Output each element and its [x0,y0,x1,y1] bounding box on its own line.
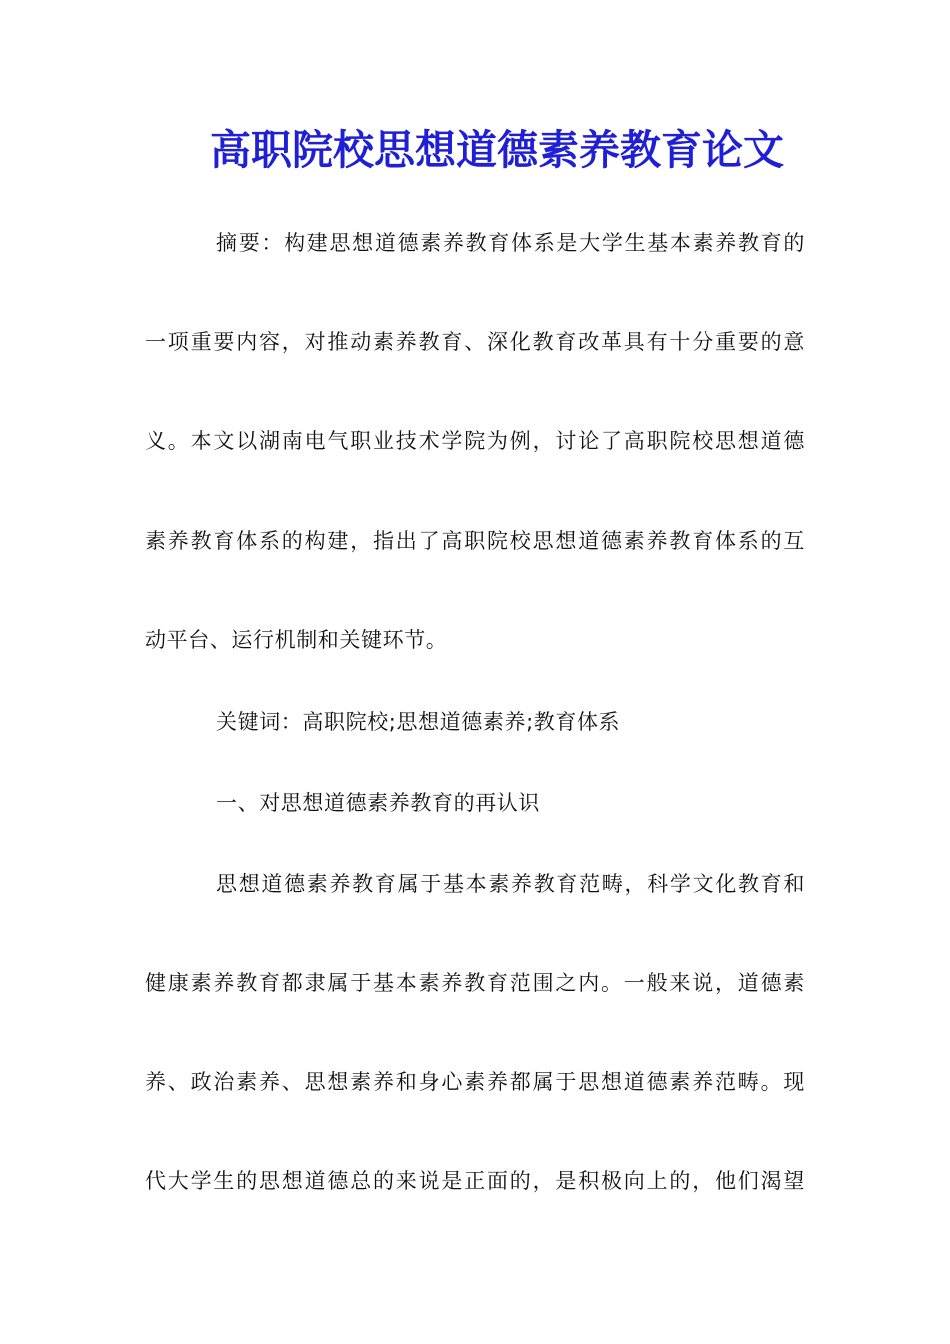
abstract-line-4: 素养教育体系的构建，指出了高职院校思想道德素养教育体系的互 [145,529,805,553]
body-line-2: 健康素养教育都隶属于基本素养教育范围之内。一般来说，道德素 [145,971,805,995]
abstract-line-2: 一项重要内容，对推动素养教育、深化教育改革具有十分重要的意 [145,330,805,354]
body-line-3: 养、政治素养、思想素养和身心素养都属于思想道德素养范畴。现 [145,1070,805,1094]
body-line-4: 代大学生的思想道德总的来说是正面的，是积极向上的，他们渴望 [145,1169,805,1193]
document-title: 高职院校思想道德素养教育论文 [210,126,784,174]
section-heading: 一、对思想道德素养教育的再认识 [216,791,540,815]
abstract-line-5: 动平台、运行机制和关键环节。 [145,628,448,652]
keywords-line: 关键词：高职院校;思想道德素养;教育体系 [216,710,621,734]
abstract-line-1: 摘要：构建思想道德素养教育体系是大学生基本素养教育的 [216,231,805,255]
body-line-1: 思想道德素养教育属于基本素养教育范畴，科学文化教育和 [216,872,805,896]
abstract-line-3: 义。本文以湖南电气职业技术学院为例，讨论了高职院校思想道德 [145,429,805,453]
